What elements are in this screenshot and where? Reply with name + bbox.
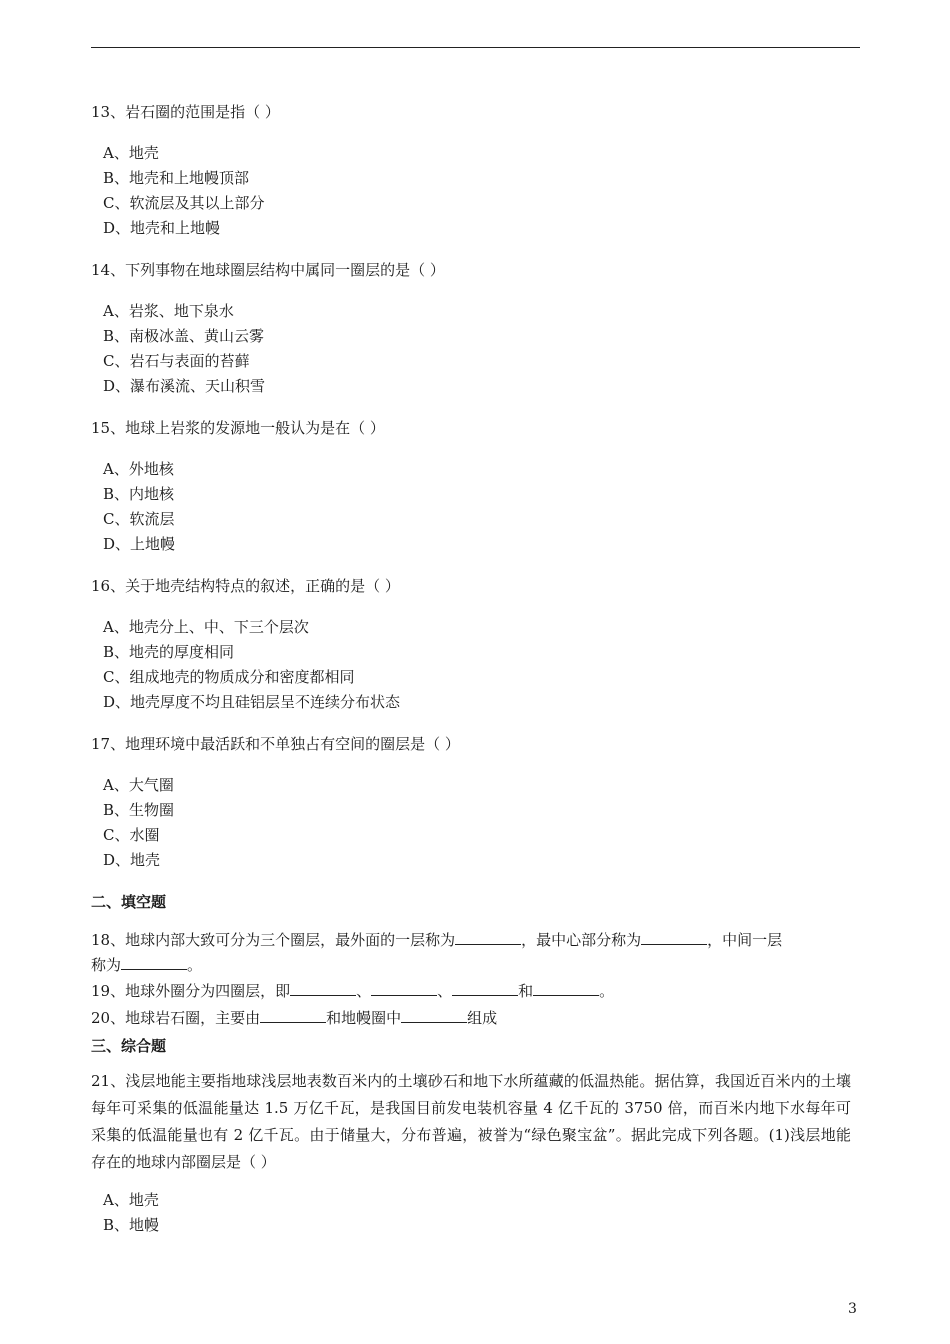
- q18-blank-3: [121, 955, 187, 970]
- question-15: 15、地球上岩浆的发源地一般认为是在（ ）: [91, 419, 385, 437]
- q18-text-4: 称为: [91, 956, 122, 974]
- option-17-c: C、水圈: [103, 826, 160, 844]
- option-21-b: B、地幔: [103, 1216, 160, 1234]
- option-15-a: A、外地核: [103, 460, 174, 478]
- q19-sep-3: 和: [518, 982, 534, 1000]
- q18-blank-2: [641, 930, 707, 945]
- q18-blank-1: [455, 930, 521, 945]
- q18-text-3: ，中间一层: [707, 931, 783, 949]
- option-13-a: A、地壳: [103, 144, 159, 162]
- q18-text-1: 18、地球内部大致可分为三个圈层，最外面的一层称为: [91, 931, 456, 949]
- option-16-a: A、地壳分上、中、下三个层次: [103, 618, 309, 636]
- q18-text-5: 。: [187, 956, 203, 974]
- option-14-c: C、岩石与表面的苔藓: [103, 352, 250, 370]
- q19-blank-4: [533, 981, 599, 996]
- q19-text-1: 19、地球外圈分为四圈层，即: [91, 982, 291, 1000]
- option-15-b: B、内地核: [103, 485, 175, 503]
- option-16-c: C、组成地壳的物质成分和密度都相同: [103, 668, 355, 686]
- q20-text-2: 和地幔圈中: [326, 1009, 402, 1027]
- question-17: 17、地理环境中最活跃和不单独占有空间的圈层是（ ）: [91, 735, 460, 753]
- section-2-title: 二、填空题: [91, 893, 167, 911]
- q19-sep-2: 、: [437, 982, 453, 1000]
- q20-blank-1: [260, 1008, 326, 1023]
- question-21-text: 21、浅层地能主要指地球浅层地表数百米内的土壤砂石和地下水所蕴藏的低温热能。据估算，我国近百米内的土壤每年可采集的低温能量达 1.5 万亿千瓦，是我国目前发电装机容量 4 亿千瓦的 3750 倍，而百米内地下水每年可采集的低温能量也有 2 亿千瓦。由于储量大，分布普遍，被誉为“绿色聚宝盆”。据此完成下列各题。(1)浅层地能存在的地球内部圈层是（ ）: [91, 1072, 851, 1171]
- question-19: [91, 981, 614, 1001]
- option-17-b: B、生物圈: [103, 801, 175, 819]
- q19-sep-1: 、: [356, 982, 372, 1000]
- q19-blank-1: [290, 981, 356, 996]
- question-20: [91, 1008, 497, 1028]
- question-14: 14、下列事物在地球圈层结构中属同一圈层的是（ ）: [91, 261, 445, 279]
- option-14-a: A、岩浆、地下泉水: [103, 302, 234, 320]
- option-15-c: C、软流层: [103, 510, 175, 528]
- q20-text-3: 组成: [467, 1009, 498, 1027]
- q19-blank-3: [452, 981, 518, 996]
- question-18-line-1: [91, 930, 782, 950]
- header-rule: [91, 47, 860, 48]
- option-13-b: B、地壳和上地幔顶部: [103, 169, 250, 187]
- page-number: 3: [848, 1301, 857, 1317]
- option-17-a: A、大气圈: [103, 776, 174, 794]
- question-13: 13、岩石圈的范围是指（ ）: [91, 103, 280, 121]
- option-13-c: C、软流层及其以上部分: [103, 194, 265, 212]
- q20-text-1: 20、地球岩石圈，主要由: [91, 1009, 261, 1027]
- section-3-title: 三、综合题: [91, 1037, 167, 1055]
- option-15-d: D、上地幔: [103, 535, 176, 553]
- q18-text-2: ，最中心部分称为: [521, 931, 642, 949]
- q19-blank-2: [371, 981, 437, 996]
- question-16: 16、关于地壳结构特点的叙述，正确的是（ ）: [91, 577, 400, 595]
- option-21-a: A、地壳: [103, 1191, 159, 1209]
- option-16-d: D、地壳厚度不均且硅铝层呈不连续分布状态: [103, 693, 401, 711]
- option-16-b: B、地壳的厚度相同: [103, 643, 235, 661]
- option-14-d: D、瀑布溪流、天山积雪: [103, 377, 266, 395]
- q19-end: 。: [599, 982, 615, 1000]
- option-14-b: B、南极冰盖、黄山云雾: [103, 327, 265, 345]
- q20-blank-2: [401, 1008, 467, 1023]
- option-13-d: D、地壳和上地幔: [103, 219, 221, 237]
- question-18-line-2: [91, 955, 202, 975]
- option-17-d: D、地壳: [103, 851, 161, 869]
